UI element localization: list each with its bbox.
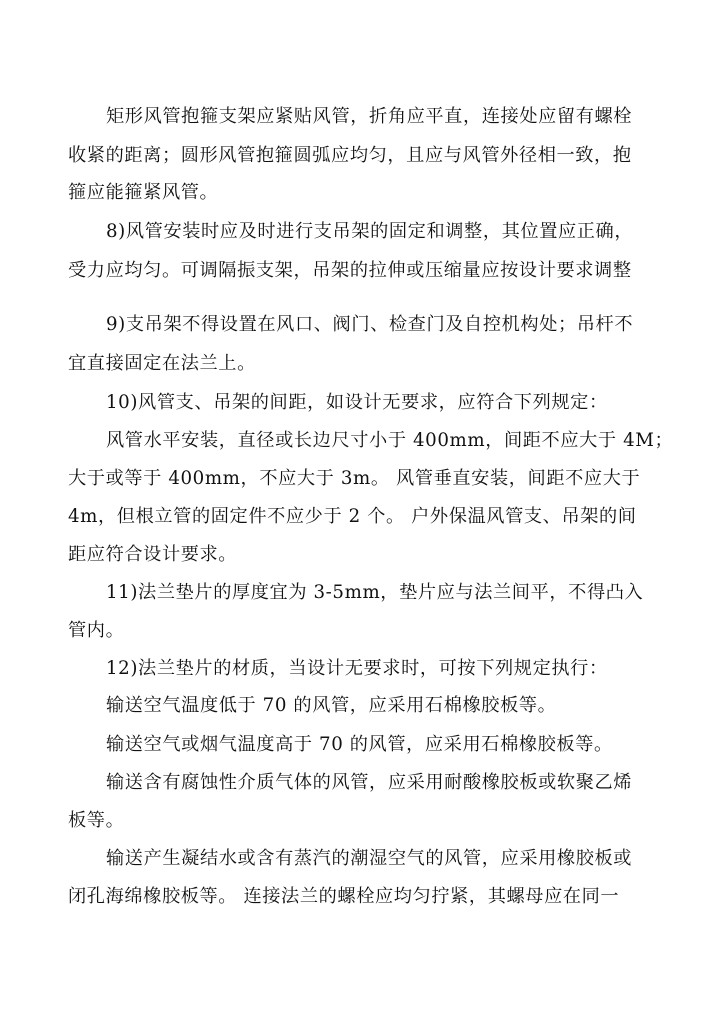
text-line: 输送空气温度低于 70 的风管，应采用石棉橡胶板等。 — [106, 695, 557, 716]
text-line: 输送含有腐蚀性介质气体的风管，应采用耐酸橡胶板或软聚乙烯 — [106, 772, 633, 793]
text-line: 输送空气或烟气温度高于 70 的风管，应采用石棉橡胶板等。 — [106, 734, 613, 755]
text-line: 9)支吊架不得设置在风口、阀门、检查门及自控机构处；吊杆不 — [106, 314, 634, 335]
text-line: 矩形风管抱箍支架应紧贴风管，折角应平直，连接处应留有螺栓 — [106, 106, 633, 127]
text-line: 10)风管支、吊架的间距，如设计无要求，应符合下列规定： — [106, 392, 608, 413]
text-line: 收紧的距离；圆形风管抱箍圆弧应均匀，且应与风管外径相一致，抱 — [68, 145, 632, 166]
text-line: 板等。 — [68, 810, 125, 831]
text-line: 距应符合设计要求。 — [68, 544, 238, 565]
text-line: 12)法兰垫片的材质，当设计无要求时，可按下列规定执行： — [106, 658, 608, 679]
text-line: 11)法兰垫片的厚度宜为 3-5mm，垫片应与法兰间平，不得凸入 — [106, 582, 644, 603]
text-line: 4m，但根立管的固定件不应少于 2 个。 户外保温风管支、吊架的间 — [68, 506, 637, 527]
text-line: 闭孔海绵橡胶板等。 连接法兰的螺栓应均匀拧紧，其螺母应在同一 — [68, 886, 620, 907]
text-line: 大于或等于 400mm，不应大于 3m。 风管垂直安装，间距不应大于 — [68, 468, 641, 489]
text-line: 管内。 — [68, 620, 125, 641]
text-line: 输送产生凝结水或含有蒸汽的潮湿空气的风管，应采用橡胶板或 — [106, 848, 633, 869]
text-line: 8)风管安装时应及时进行支吊架的固定和调整，其位置应正确， — [106, 221, 634, 242]
text-line: 箍应能箍紧风管。 — [68, 182, 219, 203]
text-line: 受力应均匀。可调隔振支架，吊架的拉伸或压缩量应按设计要求调整 — [68, 260, 632, 281]
text-line: 风管水平安装，直径或长边尺寸小于 400mm，间距不应大于 4M； — [106, 430, 674, 451]
text-line: 宜直接固定在法兰上。 — [68, 353, 256, 374]
